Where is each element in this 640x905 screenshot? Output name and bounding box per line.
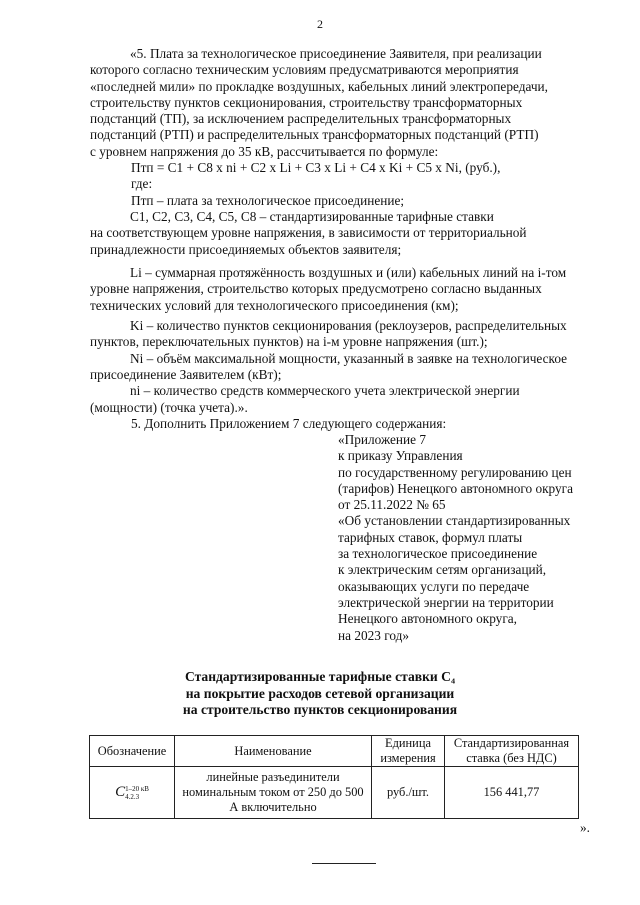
formula: Птп = С1 + С8 x ni + C2 x Li + C3 x Li + C4 x Ki + C5 x Ni, (руб.), [131, 160, 501, 175]
table-row [90, 767, 579, 819]
column-header: Наименование [175, 736, 372, 767]
rates-table [89, 735, 579, 819]
definition-c-body [90, 225, 597, 241]
appendix-line: к электрическим сетям организаций, [338, 562, 547, 578]
paragraph-5 [90, 46, 597, 62]
rate-cell: 156 441,77 [445, 767, 579, 819]
appendix-line: на 2023 год» [338, 627, 410, 643]
definition-n-small [90, 383, 597, 399]
text-line: подстанций (РТП) и распределительных трансформаторных подстанций (РТП) [90, 127, 539, 143]
text-line: Li – суммарная протяжённость воздушных и (или) кабельных линий на i-том [130, 265, 567, 280]
item-5: 5. Дополнить Приложением 7 следующего содержания: [131, 415, 447, 431]
appendix-line: от 25.11.2022 № 65 [338, 497, 446, 513]
appendix-line: «Об установлении стандартизированных [338, 513, 571, 529]
definition-ki [90, 318, 597, 334]
table-title [0, 669, 640, 719]
definition-ni [90, 351, 597, 367]
appendix-line: электрической энергии на территории [338, 594, 554, 610]
column-header: Стандартизированная ставка (без НДС) [445, 736, 579, 767]
symbol-cell [90, 767, 175, 819]
text-line: (мощности) (точка учета).». [90, 399, 248, 415]
appendix-line: «Приложение 7 [338, 432, 426, 447]
symbol-subscript: 4.2.3 [125, 792, 140, 801]
unit-cell: руб./шт. [372, 767, 445, 819]
appendix-line: Ненецкого автономного округа, [338, 611, 517, 627]
text-line: принадлежности присоединяемых объектов заявителя; [90, 241, 402, 257]
appendix-line: по государственному регулированию цен [338, 464, 572, 480]
name-cell: линейные разъединители номинальным током от 250 до 500 А включительно [175, 767, 372, 819]
column-header: Единица измерения [372, 736, 445, 767]
page-number: 2 [317, 17, 323, 31]
title-line: Стандартизированные тарифные ставки С₄ [184, 669, 456, 684]
definition-li-body [90, 281, 597, 297]
footer-rule [312, 863, 376, 864]
where-label: где: [131, 176, 153, 192]
paragraph-5-body [90, 62, 597, 143]
text-line: пунктов, переключательных пунктов) на i-м уровне напряжения (шт.); [90, 334, 488, 350]
text-line: ni – количество средств коммерческого учета электрической энергии [130, 383, 520, 399]
appendix-header [338, 432, 573, 644]
text-line: «последней мили» по прокладке воздушных, кабельных линий электропередачи, [90, 78, 548, 94]
title-line: на покрытие расходов сетевой организации [185, 685, 455, 701]
text-line: уровне напряжения, строительство которых предусмотрено согласно выданных [90, 281, 542, 297]
appendix-line: к приказу Управления [338, 448, 463, 464]
text-line: присоединение Заявителем (кВт); [90, 366, 282, 382]
closing-quote: ». [580, 820, 590, 835]
text-line: строительству пунктов секционирования, строительству трансформаторных [90, 94, 523, 110]
appendix-line: за технологическое присоединение [338, 546, 538, 562]
text-line: с уровнем напряжения до 35 кВ, рассчитывается по формуле: [90, 143, 439, 159]
appendix-line: оказывающих услуги по передаче [338, 578, 530, 594]
title-line: на строительство пунктов секционирования [182, 702, 458, 718]
definition-ptp: Птп – плата за технологическое присоединение; [131, 192, 405, 208]
rate-symbol [115, 784, 149, 800]
text-line: Ki – количество пунктов секционирования (реклоузеров, распределительных [130, 318, 567, 333]
text-line: «5. Плата за технологическое присоединение Заявителя, при реализации [130, 46, 542, 61]
symbol-superscript: 1–20 кВ [125, 784, 149, 793]
text-line: на соответствующем уровне напряжения, в зависимости от территориальной [90, 225, 527, 241]
definition-c [90, 209, 597, 225]
appendix-line: тарифных ставок, формул платы [338, 529, 523, 545]
text-line: технических условий для технологического присоединения (км); [90, 297, 459, 313]
text-line: Ni – объём максимальной мощности, указанный в заявке на технологическое [130, 350, 568, 366]
column-header: Обозначение [90, 736, 175, 767]
text-line: С1, С2, С3, С4, С5, С8 – стандартизированные тарифные ставки [130, 208, 494, 224]
symbol-base: C [115, 783, 126, 800]
text-line: которого согласно техническим условиям предусматриваются мероприятия [90, 62, 519, 78]
appendix-line: (тарифов) Ненецкого автономного округа [338, 480, 574, 496]
definition-li [90, 265, 597, 281]
text-line: подстанций (ТП), за исключением распределительных трансформаторных [90, 111, 512, 127]
table-header-row [90, 736, 579, 767]
